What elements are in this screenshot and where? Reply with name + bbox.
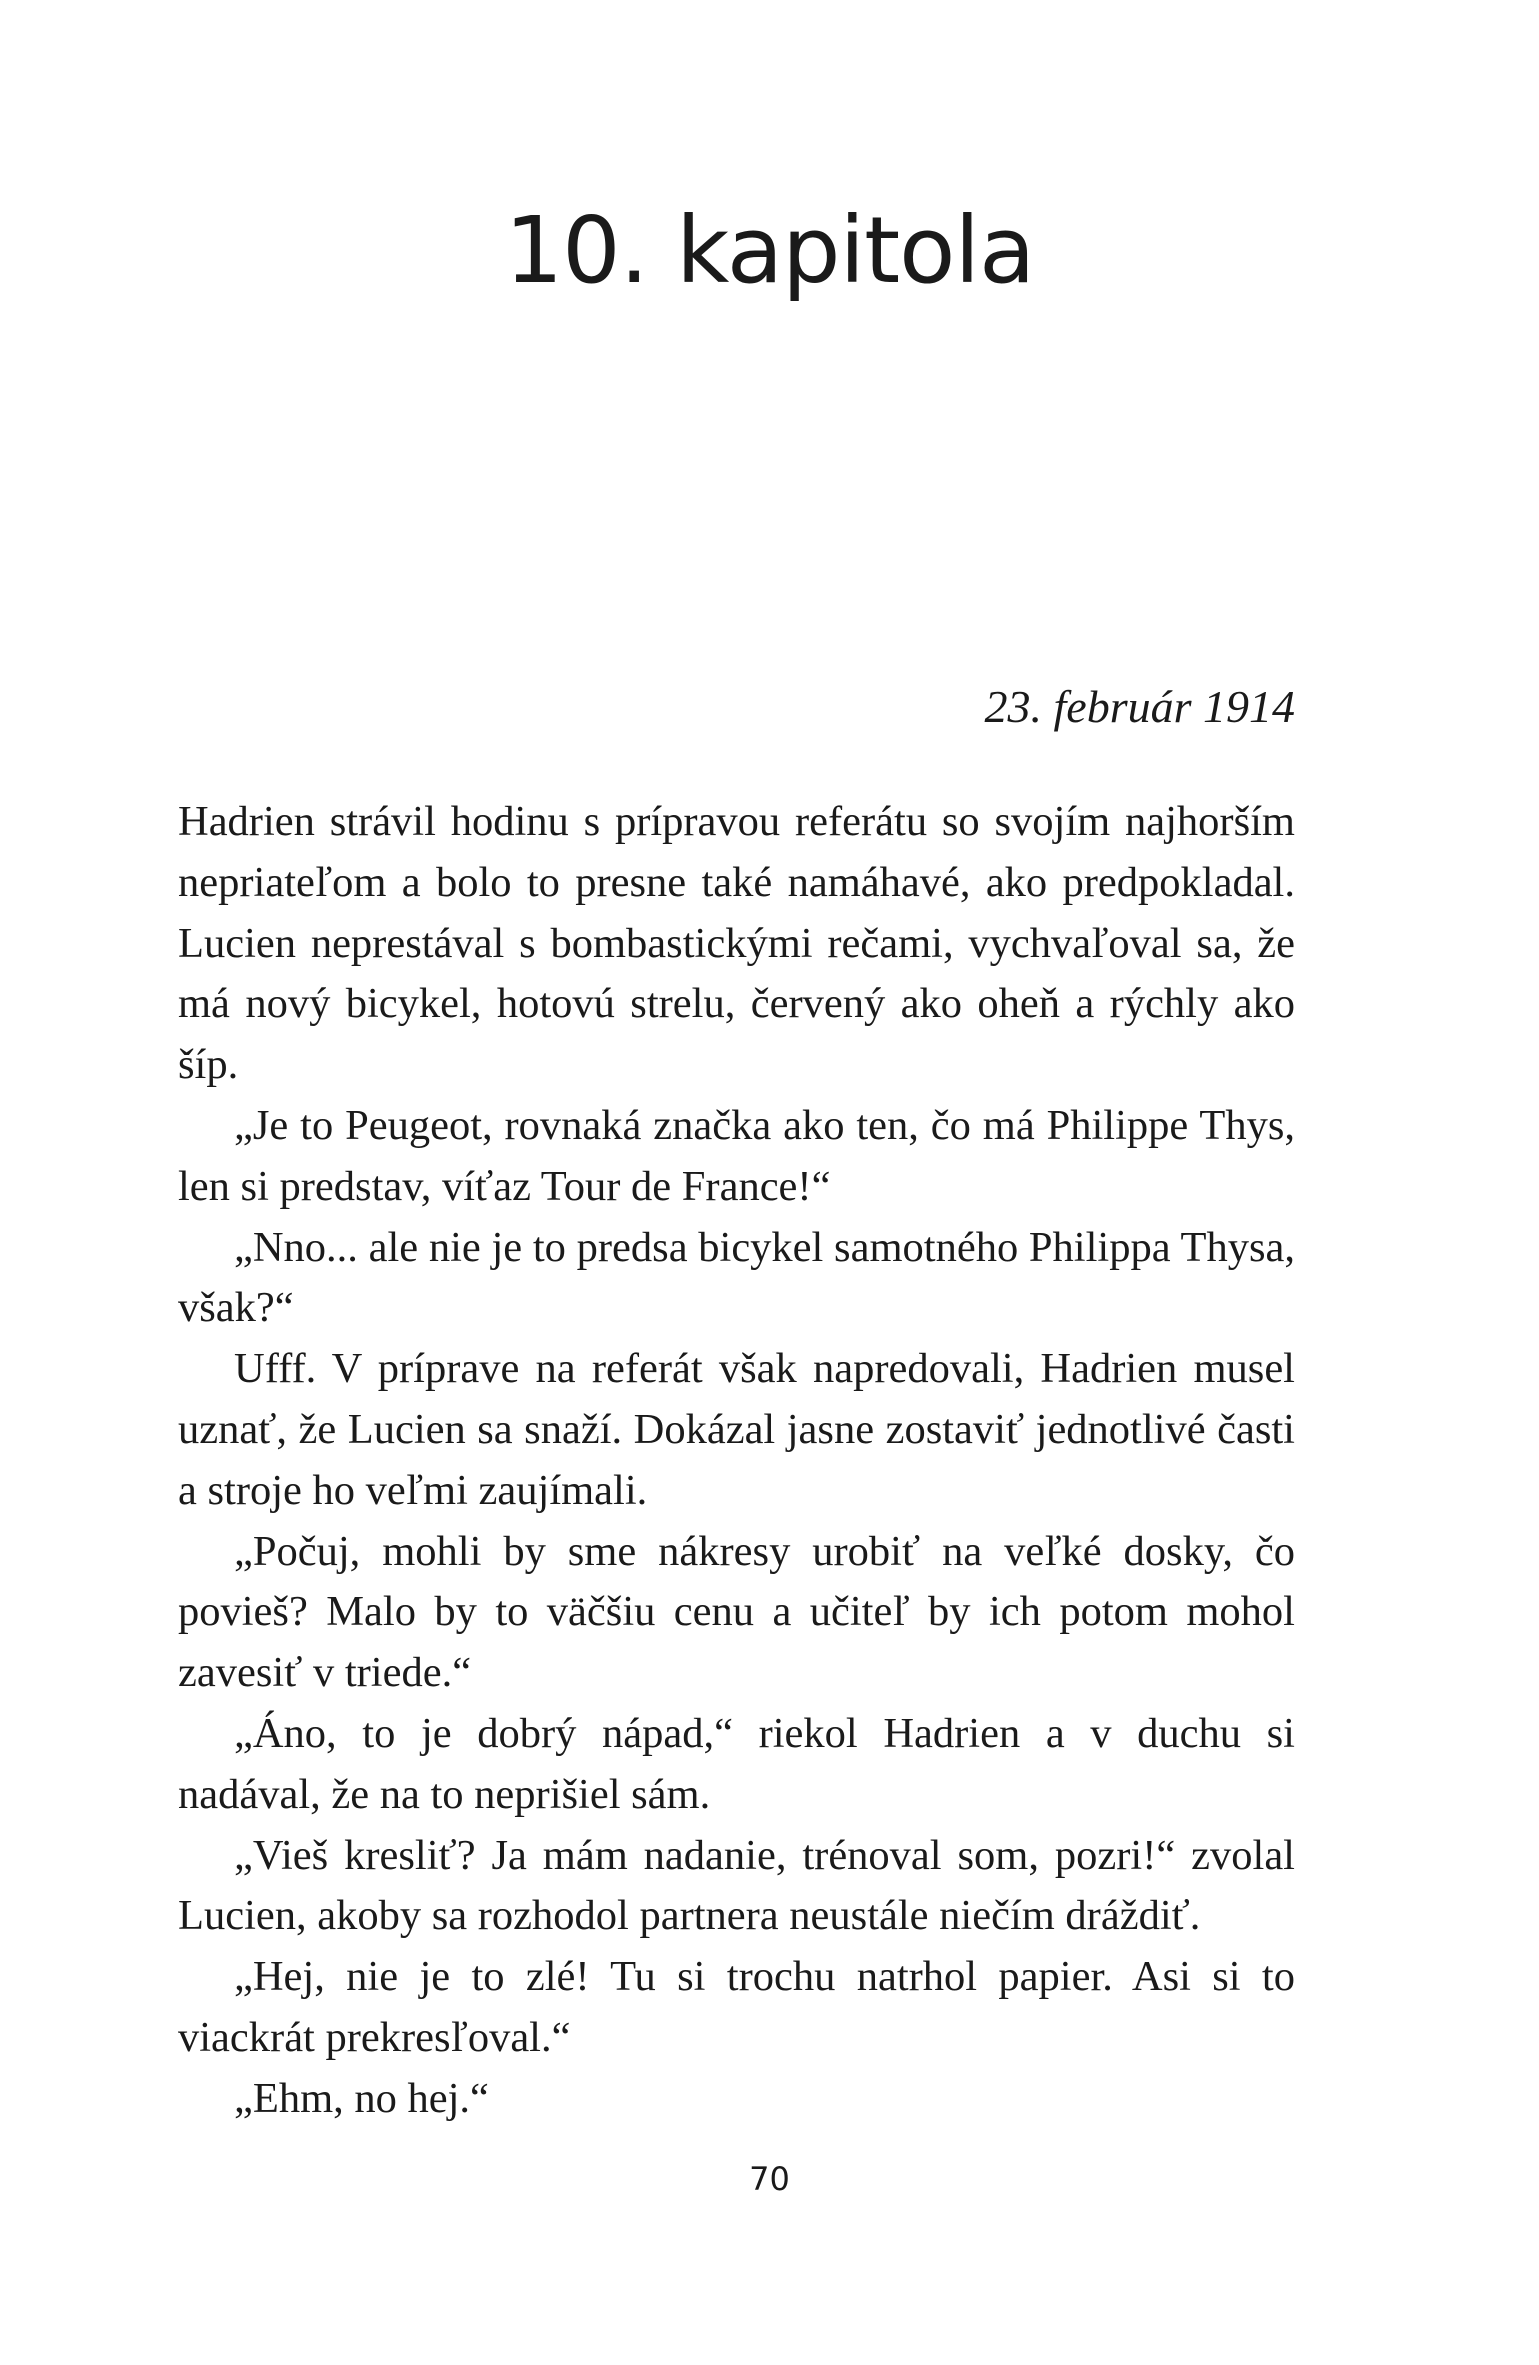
paragraph: „Počuj, mohli by sme nákresy urobiť na veľké dosky, čo povieš? Malo by to väčšiu cenu a učiteľ by ich potom mohol zavesiť v triede.“ <box>178 1527 1295 1697</box>
chapter-date: 23. február 1914 <box>984 681 1295 732</box>
paragraph: „Nno... ale nie je to predsa bicykel samotného Philippa Thysa, však?“ <box>178 1223 1295 1332</box>
paragraph: „Vieš kresliť? Ja mám nadanie, trénoval som, pozri!“ zvolal Lucien, akoby sa rozhodol partnera neustále niečím dráždiť. <box>178 1831 1295 1940</box>
paragraph: Hadrien strávil hodinu s prípravou referátu so svojím najhorším nepriateľom a bolo to presne také namáhavé, ako predpokladal. Lucien neprestával s bombastickými rečami, vychvaľoval sa, že má nový bicykel, hotovú strelu, červený ako oheň a rýchly ako šíp. <box>178 798 1295 1089</box>
page-number: 70 <box>749 2160 790 2198</box>
chapter-title: 10. kapitola <box>504 197 1035 304</box>
body-text <box>178 792 1295 2130</box>
paragraph: „Áno, to je dobrý nápad,“ riekol Hadrien a v duchu si nadával, že na to neprišiel sám. <box>178 1709 1295 1818</box>
paragraph: „Je to Peugeot, rovnaká značka ako ten, čo má Philippe Thys, len si predstav, víťaz Tour de France!“ <box>178 1101 1295 1210</box>
paragraph: Ufff. V príprave na referát však napredovali, Hadrien musel uznať, že Lucien sa snaží. Dokázal jasne zostaviť jednotlivé časti a stroje ho veľmi zaujímali. <box>178 1345 1295 1514</box>
paragraph: „Hej, nie je to zlé! Tu si trochu natrhol papier. Asi si to viackrát prekresľoval.“ <box>178 1953 1295 2061</box>
paragraph: „Ehm, no hej.“ <box>234 2074 489 2122</box>
